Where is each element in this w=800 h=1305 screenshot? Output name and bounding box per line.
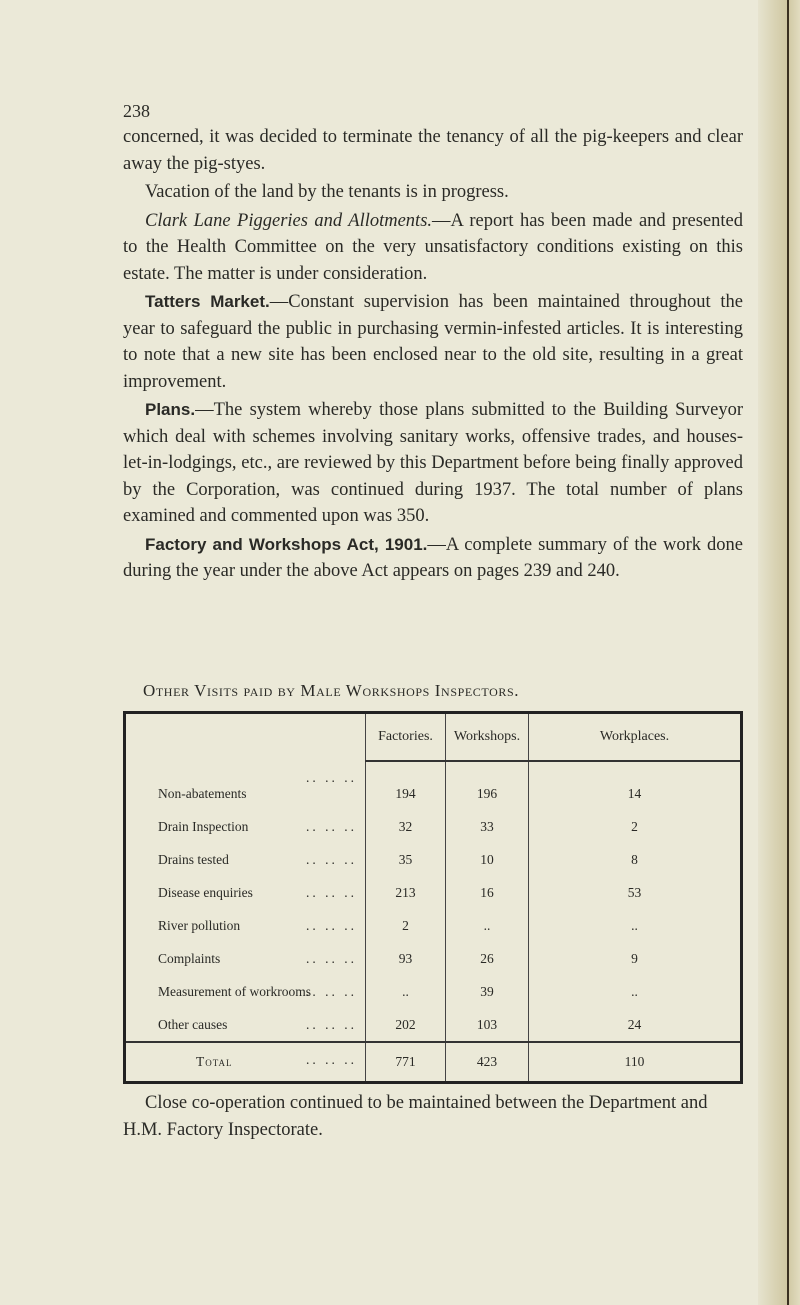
- cell-value: 103: [446, 1008, 529, 1042]
- cell-value: ..: [366, 975, 446, 1008]
- table-row: [125, 876, 742, 909]
- row-label-text: Disease enquiries: [158, 884, 253, 900]
- leader-dots: .. .. ..: [306, 852, 357, 867]
- leader-dots: .. .. ..: [306, 951, 357, 966]
- row-label: [125, 843, 366, 876]
- header-blank: [125, 713, 366, 762]
- paragraph-heading: Tatters Market.: [145, 292, 270, 311]
- paragraph-heading: Plans.: [145, 400, 196, 419]
- cell-value: 53: [529, 876, 742, 909]
- cell-value: 16: [446, 876, 529, 909]
- table-row: [125, 761, 742, 810]
- paragraph: concerned, it was decided to terminate the tenancy of all the pig-keepers and clear away the pig-styes.: [123, 127, 743, 174]
- leader-dots: .. .. ..: [306, 770, 357, 785]
- leader-dots: .. .. ..: [306, 819, 357, 834]
- paragraph-heading: Factory and Workshops Act, 1901.: [145, 534, 428, 554]
- cell-value: 14: [529, 761, 742, 810]
- closing-paragraph: Close co-operation continued to be maintained between the Department and H.M. Factory Inspectorate.: [123, 1093, 708, 1140]
- paragraph: Vacation of the land by the tenants is in progress.: [145, 182, 509, 202]
- leader-dots: .. .. ..: [306, 984, 357, 999]
- cell-value: 2: [366, 909, 446, 942]
- row-label: [125, 1042, 366, 1083]
- page-number: 238: [123, 101, 150, 121]
- row-label-text: Total: [196, 1054, 233, 1069]
- row-label-text: Measurement of workrooms: [158, 983, 311, 999]
- row-label: [125, 975, 366, 1008]
- row-label-text: Complaints: [158, 950, 221, 966]
- cell-value: 39: [446, 975, 529, 1008]
- table-row: [125, 810, 742, 843]
- table-row: [125, 1008, 742, 1042]
- leader-dots: .. .. ..: [306, 918, 357, 933]
- cell-value: 213: [366, 876, 446, 909]
- cell-value: 423: [446, 1042, 529, 1083]
- cell-value: 9: [529, 942, 742, 975]
- paragraph: [123, 289, 743, 395]
- paragraph: [123, 208, 743, 288]
- body-text: [123, 124, 743, 587]
- table-row: [125, 942, 742, 975]
- cell-value: 26: [446, 942, 529, 975]
- binding-line: [787, 0, 789, 1305]
- row-label-text: Non-abatements: [158, 785, 247, 801]
- row-label-text: Drains tested: [158, 851, 229, 867]
- book-edge: [758, 0, 800, 1305]
- cell-value: 93: [366, 942, 446, 975]
- cell-value: 35: [366, 843, 446, 876]
- paragraph-text: —A report has been made and presented to the Health Committee on the very unsatisfactory conditions existing on this estate. The matter is under consideration.: [123, 210, 743, 284]
- column-header: Workshops.: [446, 713, 529, 762]
- paragraph-heading: Clark Lane Piggeries and Allotments.: [145, 210, 433, 231]
- cell-value: ..: [529, 909, 742, 942]
- row-label-text: River pollution: [158, 917, 241, 933]
- cell-value: 33: [446, 810, 529, 843]
- leader-dots: .. .. ..: [306, 1052, 357, 1067]
- total-row: [125, 1042, 742, 1083]
- row-label-text: Other causes: [158, 1016, 228, 1032]
- cell-value: 202: [366, 1008, 446, 1042]
- row-label: [125, 1008, 366, 1042]
- visits-table: [123, 711, 743, 1084]
- cell-value: 771: [366, 1042, 446, 1083]
- row-label: [125, 876, 366, 909]
- leader-dots: .. .. ..: [306, 885, 357, 900]
- paragraph-text: —The system whereby those plans submitted to the Building Surveyor which deal with schemes involving sanitary works, offensive trades, and houses-let-in-lodgings, etc., are reviewed by this Department before being finally approved by the Corporation, was continued during 1937. The total number of plans examined and commented upon was 350.: [123, 400, 743, 526]
- table-title: Other Visits paid by Male Workshops Inspectors.: [143, 681, 520, 700]
- table-row: [125, 909, 742, 942]
- cell-value: 194: [366, 761, 446, 810]
- cell-value: 2: [529, 810, 742, 843]
- cell-value: 196: [446, 761, 529, 810]
- column-header: Factories.: [366, 713, 446, 762]
- paragraph: [123, 532, 743, 585]
- column-header: Workplaces.: [529, 713, 742, 762]
- table-row: [125, 843, 742, 876]
- paragraph: [123, 397, 743, 530]
- cell-value: 24: [529, 1008, 742, 1042]
- cell-value: 8: [529, 843, 742, 876]
- row-label: [125, 942, 366, 975]
- leader-dots: .. .. ..: [306, 1017, 357, 1032]
- cell-value: 10: [446, 843, 529, 876]
- cell-value: 32: [366, 810, 446, 843]
- row-label-text: Drain Inspection: [158, 818, 249, 834]
- row-label: [125, 761, 366, 810]
- paragraph-text: —A complete summary of the work done during the year under the above Act appears on pages 239 and 240.: [123, 534, 743, 581]
- cell-value: 110: [529, 1042, 742, 1083]
- row-label: [125, 909, 366, 942]
- cell-value: ..: [529, 975, 742, 1008]
- table-row: [125, 975, 742, 1008]
- cell-value: ..: [446, 909, 529, 942]
- row-label: [125, 810, 366, 843]
- paragraph-text: —Constant supervision has been maintained throughout the year to safeguard the public in purchasing vermin-infested articles. It is interesting to note that a new site has been enclosed near to the old site, resulting in a great improvement.: [123, 292, 743, 392]
